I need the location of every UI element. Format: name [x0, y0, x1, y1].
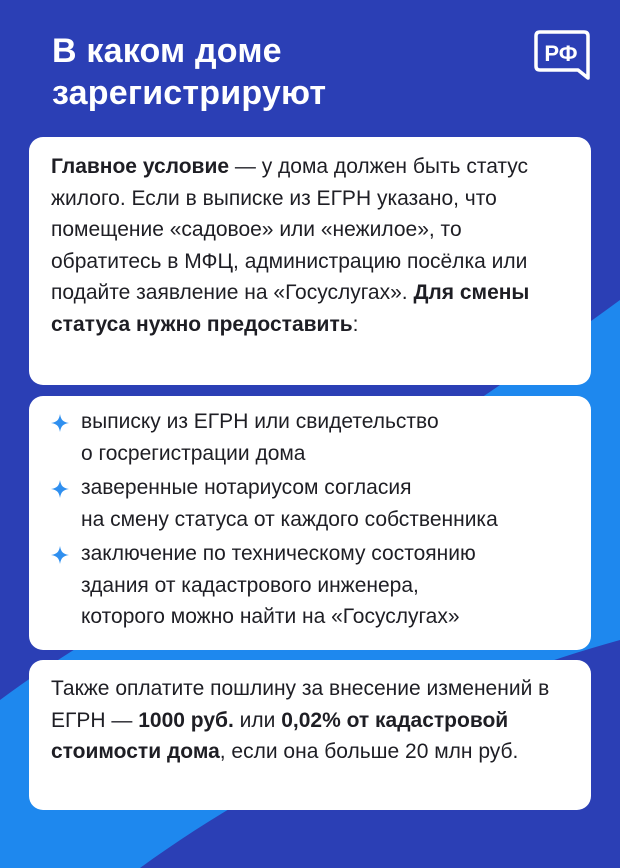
list-item-line: которого можно найти на «Госуслугах» [81, 605, 460, 628]
fee-or-text: или [233, 708, 282, 732]
fee-percent-bold: 0,02% от кадастровой стоимости дома [51, 708, 509, 763]
main-condition-text [51, 151, 567, 340]
list-item-line: заверенные нотариусом согласия [81, 476, 412, 499]
logo-text: РФ [544, 41, 578, 66]
documents-required-bold: Для смены статуса нужно предоставить [51, 281, 530, 336]
fee-text [51, 673, 571, 768]
list-item-line: заключение по техническому состоянию [81, 542, 476, 565]
rf-logo-icon [532, 28, 592, 86]
four-point-star-icon [51, 480, 69, 498]
list-item [51, 406, 571, 469]
main-condition-bold: Главное условие [51, 155, 230, 178]
fee-text-start: Также оплатите пошлину за внесение изменений в ЕГРН — [51, 677, 550, 732]
list-item-line: выписку из ЕГРН или свидетельство [81, 410, 439, 433]
colon-text: : [352, 312, 359, 336]
main-condition-body: — у дома должен быть статус жилого. Если в выписке из ЕГРН указано, что помещение «садовое» или «нежилое», то обратитесь в МФЦ, администрацию посёлка или подайте заявление на «Госуслугах». [51, 155, 529, 304]
fee-card [29, 660, 591, 810]
list-item [51, 472, 571, 535]
list-item [51, 538, 571, 633]
list-item-line: на смену статуса от каждого собственника [81, 507, 498, 531]
documents-list-card [29, 396, 591, 650]
main-condition-card [29, 137, 591, 385]
list-item-line: о госрегистрации дома [81, 441, 306, 465]
fee-condition-text: , если она больше 20 млн руб. [219, 740, 519, 763]
title-line-1: В каком доме [52, 32, 282, 70]
four-point-star-icon [51, 546, 69, 564]
four-point-star-icon [51, 414, 69, 432]
page-title [52, 30, 326, 114]
list-item-line: здания от кадастрового инженера, [81, 573, 419, 597]
title-line-2: зарегистрируют [52, 74, 327, 112]
documents-list [51, 406, 571, 633]
fee-amount-bold: 1000 руб. [138, 708, 234, 732]
